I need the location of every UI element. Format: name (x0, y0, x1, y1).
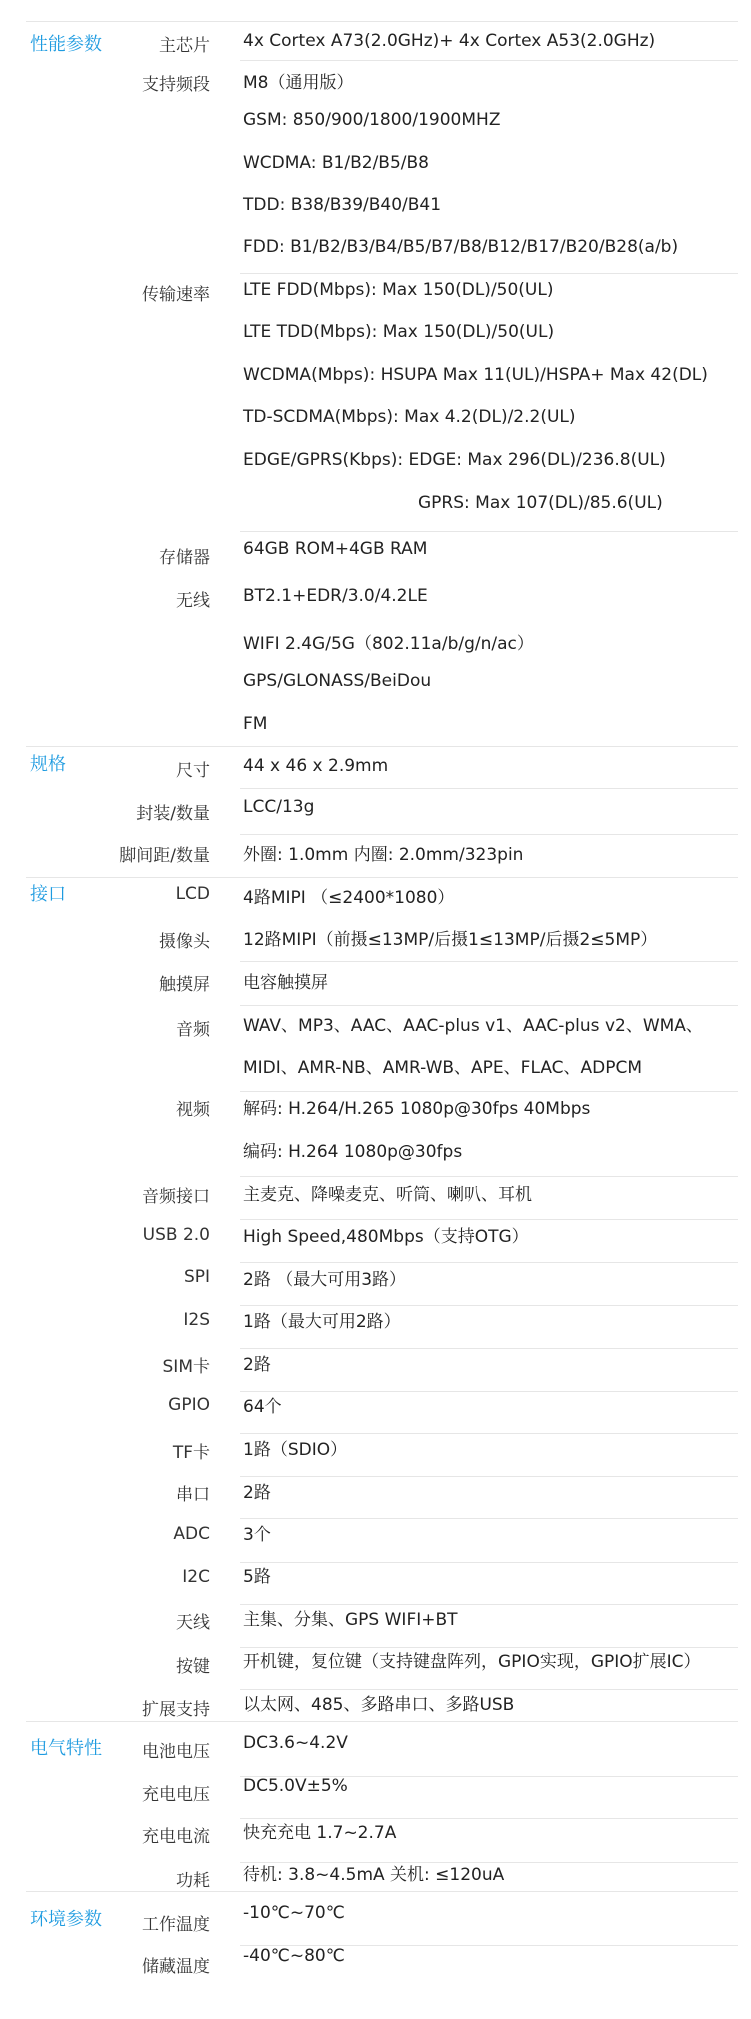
spec-value: DC3.6~4.2V (243, 1733, 348, 1753)
row-divider (240, 1348, 738, 1349)
row-divider (240, 1219, 738, 1220)
spec-label: LCD (175, 884, 210, 904)
row-divider (240, 788, 738, 789)
row-divider (240, 273, 738, 274)
spec-value: 主麦克、降噪麦克、听筒、喇叭、耳机 (243, 1185, 532, 1205)
spec-value: 外圈: 1.0mm 内圈: 2.0mm/323pin (243, 845, 524, 865)
spec-value: 12路MIPI（前摄≤13MP/后摄1≤13MP/后摄2≤5MP） (243, 930, 658, 950)
spec-label: GPIO (168, 1395, 210, 1415)
spec-value: 44 x 46 x 2.9mm (243, 756, 389, 776)
spec-value: 64个 (243, 1397, 282, 1417)
section-divider (26, 1721, 738, 1722)
spec-value: DC5.0V±5% (243, 1776, 348, 1796)
row-divider (240, 1391, 738, 1392)
spec-label: 摄像头 (159, 932, 210, 952)
spec-value: MIDI、AMR-NB、AMR-WB、APE、FLAC、ADPCM (243, 1058, 643, 1078)
spec-label: 触摸屏 (159, 975, 210, 995)
spec-value: 1路（SDIO） (243, 1440, 348, 1460)
row-divider (240, 1091, 738, 1092)
spec-value: WIFI 2.4G/5G（802.11a/b/g/n/ac） (243, 634, 534, 654)
spec-label: 储藏温度 (142, 1957, 210, 1977)
spec-value: TD-SCDMA(Mbps): Max 4.2(DL)/2.2(UL) (243, 407, 576, 427)
row-divider (240, 1433, 738, 1434)
spec-value: 64GB ROM+4GB RAM (243, 539, 428, 559)
spec-label: SIM卡 (162, 1357, 210, 1377)
category-label: 规格 (30, 754, 66, 775)
spec-value: 主集、分集、GPS WIFI+BT (243, 1610, 458, 1630)
spec-label: 电池电压 (142, 1742, 210, 1762)
spec-label: 功耗 (176, 1871, 210, 1891)
spec-label: 封装/数量 (136, 804, 210, 824)
row-divider (240, 961, 738, 962)
spec-value: GSM: 850/900/1800/1900MHZ (243, 110, 501, 130)
row-divider (240, 531, 738, 532)
row-divider (240, 1518, 738, 1519)
spec-label: I2C (182, 1567, 210, 1587)
row-divider (240, 1562, 738, 1563)
spec-value: -10℃~70℃ (243, 1903, 345, 1923)
spec-value: 2路 (243, 1483, 271, 1503)
spec-label: 存储器 (159, 548, 210, 568)
spec-value: 1路（最大可用2路） (243, 1312, 401, 1332)
spec-value: FDD: B1/B2/B3/B4/B5/B7/B8/B12/B17/B20/B28(a/b) (243, 237, 679, 257)
spec-value: WCDMA: B1/B2/B5/B8 (243, 153, 429, 173)
category-label: 环境参数 (30, 1909, 102, 1930)
row-divider (240, 1176, 738, 1177)
spec-value: 4路MIPI （≤2400*1080） (243, 888, 455, 908)
row-divider (240, 1305, 738, 1306)
spec-value: High Speed,480Mbps（支持OTG） (243, 1227, 529, 1247)
spec-label: 无线 (176, 591, 210, 611)
spec-value: BT2.1+EDR/3.0/4.2LE (243, 586, 428, 606)
category-label: 性能参数 (30, 34, 102, 55)
spec-value: 以太网、485、多路串口、多路USB (243, 1695, 515, 1715)
spec-value: 电容触摸屏 (243, 973, 328, 993)
spec-label: 天线 (176, 1613, 210, 1633)
spec-label: 工作温度 (142, 1915, 210, 1935)
spec-label: 音频 (176, 1020, 210, 1040)
spec-value: FM (243, 714, 268, 734)
spec-value: GPRS: Max 107(DL)/85.6(UL) (418, 493, 663, 513)
spec-value: 3个 (243, 1525, 271, 1545)
section-divider (26, 877, 738, 878)
row-divider (240, 1476, 738, 1477)
spec-value: 编码: H.264 1080p@30fps (243, 1142, 463, 1162)
category-label: 电气特性 (30, 1738, 102, 1759)
spec-label: 主芯片 (159, 36, 210, 56)
spec-label: 脚间距/数量 (119, 846, 210, 866)
row-divider (240, 1262, 738, 1263)
spec-value: EDGE/GPRS(Kbps): EDGE: Max 296(DL)/236.8(UL) (243, 450, 666, 470)
spec-label: SPI (183, 1267, 210, 1287)
spec-value: GPS/GLONASS/BeiDou (243, 671, 432, 691)
spec-label: 充电电流 (142, 1827, 210, 1847)
spec-value: LTE FDD(Mbps): Max 150(DL)/50(UL) (243, 280, 554, 300)
spec-label: 串口 (176, 1485, 210, 1505)
spec-value: LCC/13g (243, 797, 315, 817)
spec-value: 解码: H.264/H.265 1080p@30fps 40Mbps (243, 1099, 591, 1119)
spec-value: TDD: B38/B39/B40/B41 (243, 195, 442, 215)
spec-label: 音频接口 (142, 1187, 210, 1207)
spec-value: M8（通用版） (243, 73, 354, 93)
row-divider (240, 60, 738, 61)
spec-label: 视频 (176, 1100, 210, 1120)
spec-value: 2路 (243, 1355, 271, 1375)
spec-label: USB 2.0 (142, 1225, 210, 1245)
spec-value: 开机键，复位键（支持键盘阵列，GPIO实现，GPIO扩展IC） (243, 1652, 701, 1672)
spec-value: 2路 （最大可用3路） (243, 1270, 407, 1290)
spec-value: LTE TDD(Mbps): Max 150(DL)/50(UL) (243, 322, 555, 342)
spec-label: 尺寸 (176, 761, 210, 781)
spec-value: -40℃~80℃ (243, 1946, 345, 1966)
row-divider (240, 1005, 738, 1006)
spec-label: 传输速率 (142, 285, 210, 305)
section-divider (26, 1891, 738, 1892)
section-divider (26, 21, 738, 22)
spec-value: 快充充电 1.7~2.7A (243, 1823, 397, 1843)
spec-label: TF卡 (172, 1443, 210, 1463)
spec-value: 待机: 3.8~4.5mA 关机: ≤120uA (243, 1865, 505, 1885)
spec-value: 5路 (243, 1567, 271, 1587)
spec-value: WCDMA(Mbps): HSUPA Max 11(UL)/HSPA+ Max 42(DL) (243, 365, 708, 385)
row-divider (240, 834, 738, 835)
spec-value: WAV、MP3、AAC、AAC-plus v1、AAC-plus v2、WMA、 (243, 1016, 703, 1036)
spec-label: ADC (173, 1524, 210, 1544)
section-divider (26, 746, 738, 747)
spec-label: 扩展支持 (142, 1700, 210, 1720)
spec-label: 充电电压 (142, 1785, 210, 1805)
spec-label: 支持频段 (142, 75, 210, 95)
spec-label: 按键 (176, 1657, 210, 1677)
category-label: 接口 (30, 884, 66, 905)
spec-value: 4x Cortex A73(2.0GHz)+ 4x Cortex A53(2.0GHz) (243, 31, 656, 51)
spec-label: I2S (183, 1310, 210, 1330)
